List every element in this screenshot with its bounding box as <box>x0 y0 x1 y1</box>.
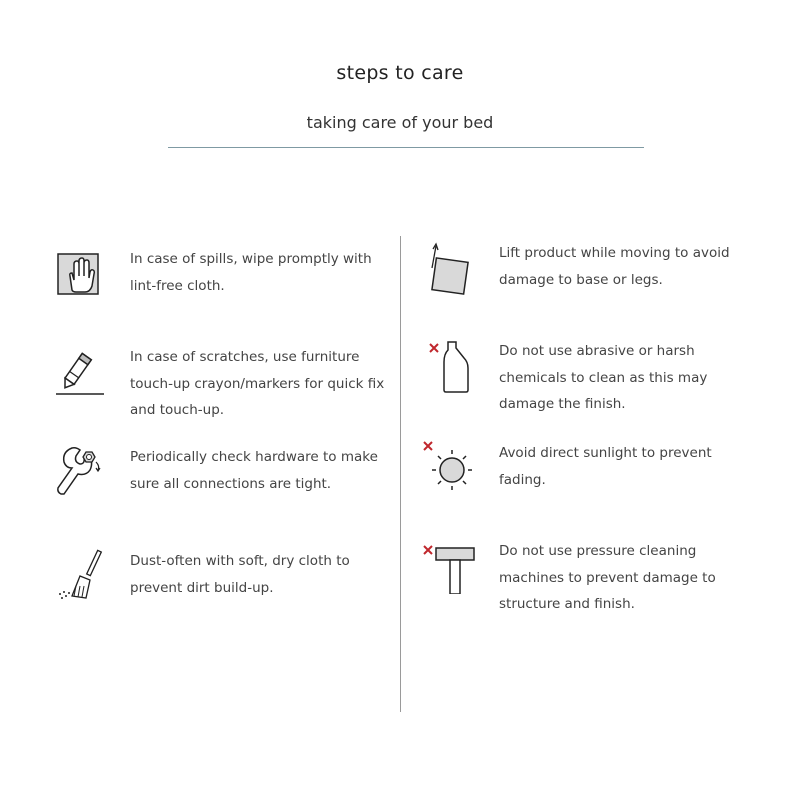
page-title: steps to care <box>336 62 464 84</box>
no-sunlight-icon <box>422 440 478 496</box>
column-divider <box>400 236 401 712</box>
care-step-text: Avoid direct sunlight to prevent fading. <box>499 445 712 488</box>
page-subtitle: taking care of your bed <box>306 113 494 132</box>
wrench-icon <box>52 444 108 500</box>
care-step-text: Dust-often with soft, dry cloth to prevent dirt build-up. <box>130 553 350 596</box>
duster-icon <box>52 548 108 604</box>
no-chemicals-icon <box>422 338 478 394</box>
care-step-text: In case of spills, wipe promptly with lint-free cloth. <box>130 251 372 294</box>
care-step-text: Do not use abrasive or harsh chemicals to clean as this may damage the finish. <box>499 343 708 412</box>
care-step-text: Lift product while moving to avoid damage to base or legs. <box>499 245 730 288</box>
care-step-text: In case of scratches, use furniture touch-up crayon/markers for quick fix and touch-up. <box>130 349 385 418</box>
header-divider <box>168 147 644 148</box>
wiping-hand-icon <box>52 246 108 302</box>
lift-box-icon <box>422 240 478 296</box>
care-step-text: Periodically check hardware to make sure all connections are tight. <box>130 449 378 492</box>
crayon-icon <box>52 344 108 400</box>
no-pressure-washer-icon <box>422 538 478 594</box>
care-step-text: Do not use pressure cleaning machines to prevent damage to structure and finish. <box>499 543 716 612</box>
